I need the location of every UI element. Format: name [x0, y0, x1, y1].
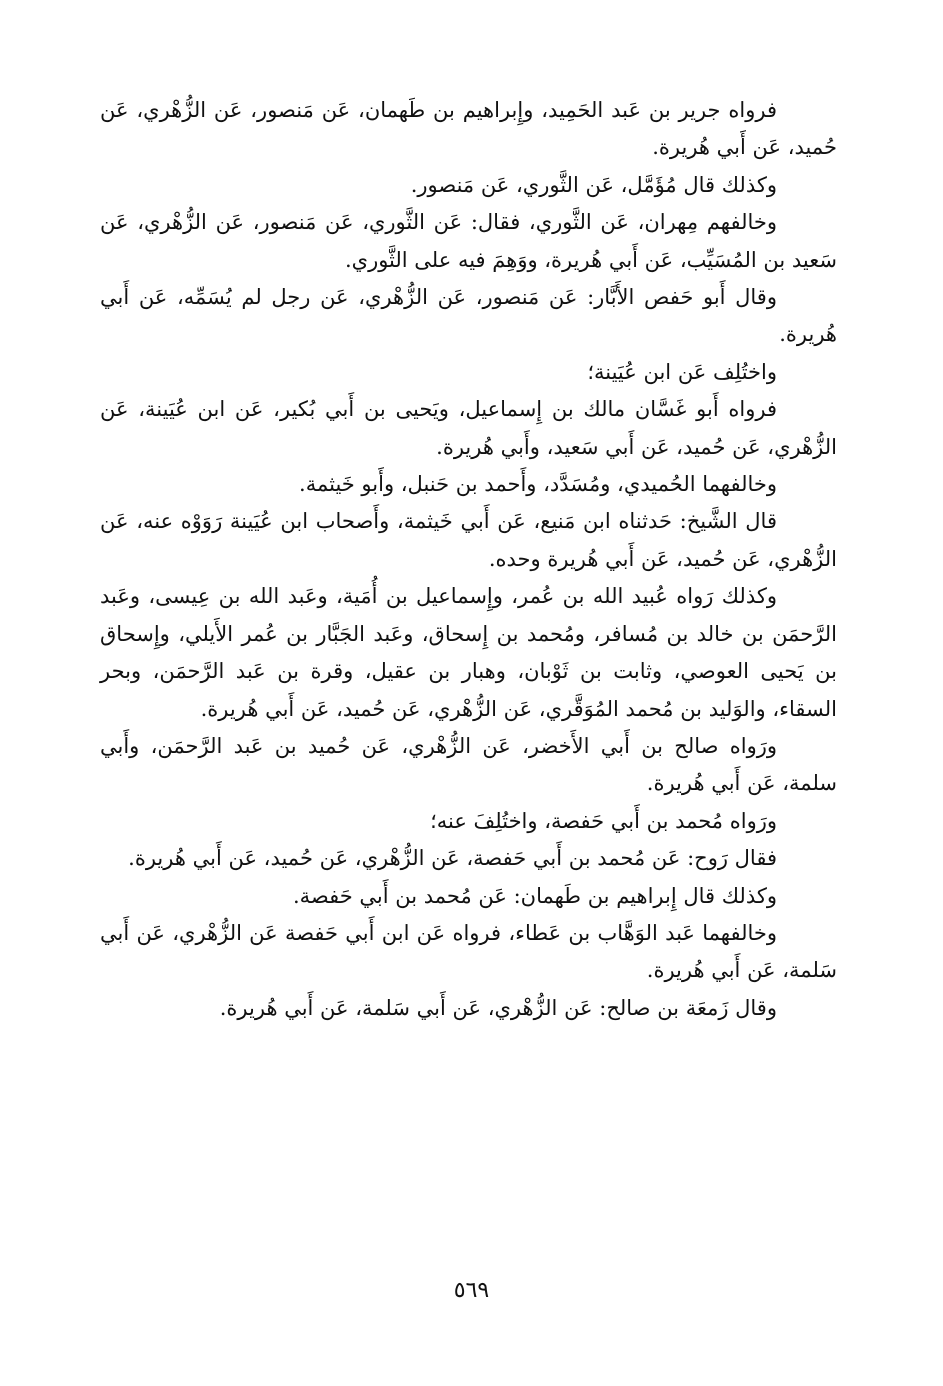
paragraph: واختُلِف عَن ابن عُيَينة؛	[587, 359, 777, 384]
paragraph: وخالفهما الحُميدي، ومُسَدَّد، وأَحمد بن حَنبل، وأَبو خَيثمة.	[299, 472, 777, 497]
paragraph: ورَواه مُحمد بن أَبي حَفصة، واختُلِفَ عنه؛	[430, 808, 777, 833]
paragraph: وكذلك قال إِبراهيم بن طَهمان: عَن مُحمد بن أَبي حَفصة.	[292, 883, 777, 908]
page-body	[100, 92, 837, 1027]
paragraph: فرواه أَبو غَسَّان مالك بن إِسماعيل، ويَحيى بن أَبي بُكير، عَن ابن عُيَينة، عَن الزُّهْري، عَن حُميد، عَن أَبي سَعيد، وأَبي هُريرة.	[100, 397, 837, 459]
paragraph: وقال أَبو حَفص الأَبَّار: عَن مَنصور، عَن الزُّهْري، عَن رجل لم يُسَمِّه، عَن أَبي هُريرة.	[100, 285, 837, 347]
page-number: ٥٦٩	[453, 1278, 490, 1303]
paragraph: ورَواه صالح بن أَبي الأَخضر، عَن الزُّهْري، عَن حُميد بن عَبد الرَّحمَن، وأَبي سلمة، عَن أَبي هُريرة.	[100, 733, 837, 796]
paragraph: وخالفهما عَبد الوَهَّاب بن عَطاء، فرواه عَن ابن أَبي حَفصة عَن الزُّهْري، عَن أَبي سَلمة، عَن أَبي هُريرة.	[100, 920, 837, 983]
paragraph: وقال زَمعَة بن صالح: عَن الزُّهْري، عَن أَبي سَلمة، عَن أَبي هُريرة.	[219, 995, 777, 1020]
paragraph: فرواه جرير بن عَبد الحَمِيد، وإِبراهيم بن طَهمان، عَن مَنصور، عَن الزُّهْري، عَن حُميد، عَن أَبي هُريرة.	[100, 98, 837, 160]
paragraph: قال الشَّيخ: حَدثناه ابن مَنيع، عَن أَبي خَيثمة، وأَصحاب ابن عُيَينة رَوَوْه عنه، عَن الزُّهْري، عَن حُميد، عَن أَبي هُريرة وحده.	[100, 509, 837, 571]
paragraph: فقال رَوح: عَن مُحمد بن أَبي حَفصة، عَن الزُّهْري، عَن حُميد، عَن أَبي هُريرة.	[128, 846, 777, 871]
paragraph: وخالفهم مِهران، عَن الثَّوري، فقال: عَن الثَّوري، عَن مَنصور، عَن الزُّهْري، عَن سَعيد بن المُسَيِّب، عَن أَبي هُريرة، ووَهِمَ فيه على الثَّوري.	[100, 210, 837, 272]
paragraph: وكذلك رَواه عُبيد الله بن عُمر، وإِسماعيل بن أُمَية، وعَبد الله بن عِيسى، وعَبد الرَّحمَن بن خالد بن مُسافر، ومُحمد بن إِسحاق، وعَبد الجَبَّار بن عُمر الأَيلي، وإِسحاق بن يَحيى العوصي، وثابت بن ثَوْبان، وهبار بن عقيل، وقرة بن عَبد الرَّحمَن، وبحر السقاء، والوَليد بن مُحمد المُوَقَّري، عَن الزُّهْري، عَن حُميد، عَن أَبي هُريرة.	[100, 584, 837, 721]
paragraph: وكذلك قال مُؤَمَّل، عَن الثَّوري، عَن مَنصور.	[410, 172, 777, 197]
